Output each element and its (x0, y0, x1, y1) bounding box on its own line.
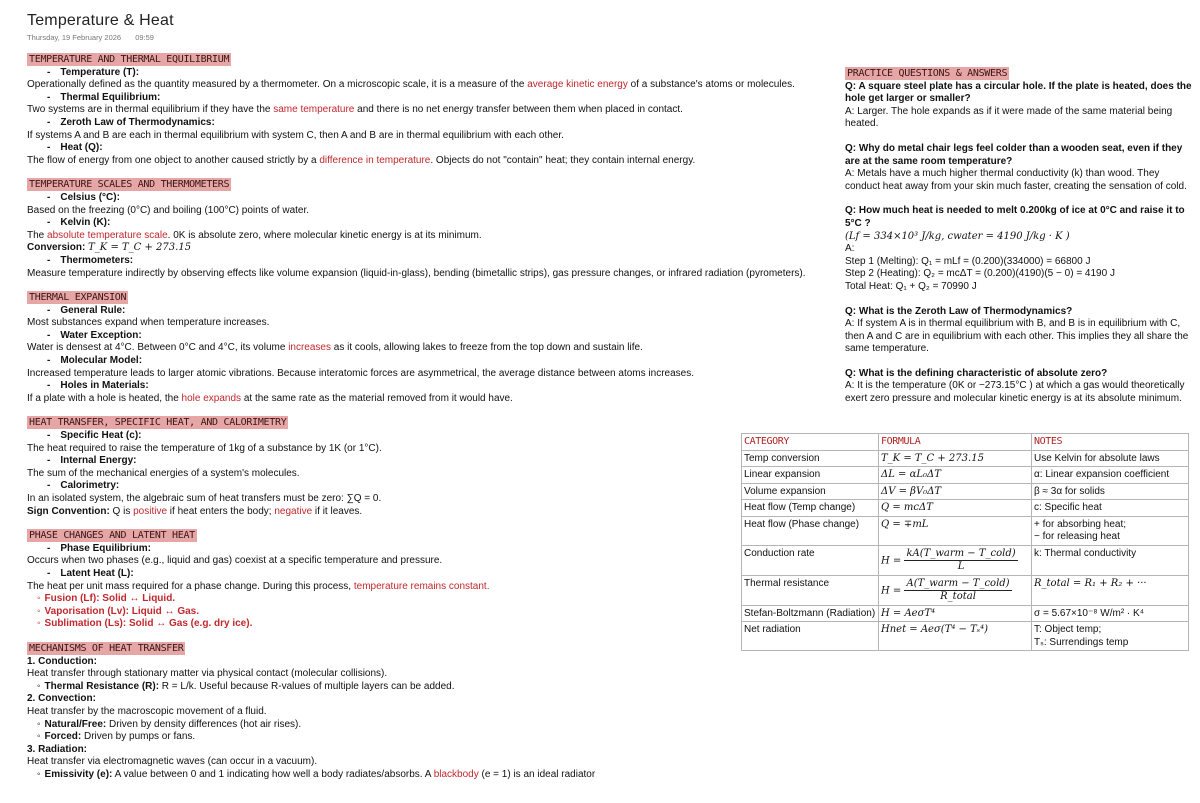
list-item-vaporisation: ◦ Vaporisation (Lv): Liquid ↔ Gas. (27, 606, 807, 619)
table-cell-category: Conduction rate (742, 545, 879, 575)
table-cell-formula (879, 575, 1032, 605)
text-thermal-equilibrium: Two systems are in thermal equilibrium if they have the same temperature and there is no net energy transfer between them when placed in contact. (27, 104, 683, 116)
text-latent-heat: The heat per unit mass required for a phase change. During this process, temperature remains constant. (27, 580, 490, 592)
table-row (742, 545, 1189, 575)
answer-3-step-2: Step 2 (Heating): Q₂ = mcΔT = (0.200)(4190)(5 − 0) = 4190 J (845, 268, 1115, 280)
text-heat: The flow of energy from one object to another caused strictly by a difference in temperature. Objects do not "contain" heat; they contain internal energy. (27, 154, 696, 166)
section-heading-qa: PRACTICE QUESTIONS & ANSWERS (847, 68, 1008, 79)
answer-3-total: Total Heat: Q₁ + Q₂ = 70990 J (845, 280, 977, 292)
answer-4: A: If system A is in thermal equilibrium with B, and B is in equilibrium with C, then A and C are in equilibrium with each other. This implies they all share the same temperature. (845, 318, 1189, 355)
table-header-row (742, 434, 1189, 451)
table-row (742, 500, 1189, 517)
term-latent-heat: - Latent Heat (L): (27, 568, 807, 581)
text-phase-equilibrium: Occurs when two phases (e.g., liquid and gas) coexist at a specific temperature and pressure. (27, 555, 443, 567)
text-sign-convention: Sign Convention: Q is positive if heat enters the body; negative if it leaves. (27, 505, 363, 517)
table-cell-category: Heat flow (Phase change) (742, 516, 879, 545)
text-conversion: Conversion: T_K = T_C + 273.15 (27, 242, 192, 254)
text-specific-heat: The heat required to raise the temperature of 1kg of a substance by 1K (or 1°C). (27, 442, 382, 454)
term-celsius: - Celsius (°C): (27, 192, 807, 205)
section-heading-equilibrium: TEMPERATURE AND THERMAL EQUILIBRIUM (29, 54, 230, 65)
fraction-numerator: kA(T_warm − T_cold) (904, 548, 1017, 562)
table-cell-formula: Q = mcΔT (879, 500, 1032, 517)
table-cell-formula: ΔV = βV₀ΔT (879, 483, 1032, 500)
table-cell-notes: β ≈ 3α for solids (1032, 483, 1189, 500)
question-3-given: (Lf = 334×10³ J/kg, cwater = 4190 J/kg · K ) (845, 230, 1070, 242)
table-cell-notes (1032, 516, 1189, 545)
text-temperature: Operationally defined as the quantity measured by a thermometer. On a microscopic scale, it is a measure of the average kinetic energy of a substance's atoms or molecules. (27, 79, 795, 91)
answer-3: A: (845, 243, 855, 255)
answer-3-step-1: Step 1 (Melting): Q₁ = mLf = (0.200)(334000) = 66800 J (845, 255, 1091, 267)
notes-line: − for releasing heat (1034, 531, 1120, 542)
text-holes: If a plate with a hole is heated, the hole expands at the same rate as the material removed from it would have. (27, 392, 513, 404)
text-internal-energy: The sum of the mechanical energies of a system's molecules. (27, 467, 300, 479)
heading-convection: 2. Convection: (27, 693, 96, 705)
text-zeroth-law: If systems A and B are each in thermal equilibrium with system C, then A and B are in thermal equilibrium with each other. (27, 129, 564, 141)
term-zeroth-law: - Zeroth Law of Thermodynamics: (27, 117, 807, 130)
time-text: 09:59 (135, 33, 154, 42)
answer-5: A: It is the temperature (0K or −273.15°C ) at which a gas would theoretically exert zero pressure and molecular kinetic energy is at its absolute minimum. (845, 380, 1185, 405)
list-item-forced: ◦ Forced: Driven by pumps or fans. (27, 731, 807, 744)
table-cell-category: Stefan-Boltzmann (Radiation) (742, 605, 879, 622)
formula-fraction (904, 578, 1011, 604)
question-2: Q: Why do metal chair legs feel colder than a wooden seat, even if they are at the same room temperature? (845, 142, 1183, 167)
term-thermal-equilibrium: - Thermal Equilibrium: (27, 92, 807, 105)
term-calorimetry: - Calorimetry: (27, 480, 807, 493)
page-title: Temperature & Heat (27, 12, 174, 29)
term-molecular-model: - Molecular Model: (27, 355, 807, 368)
answer-2: A: Metals have a much higher thermal conductivity (k) than wood. They conduct heat away from your skin much faster, creating the sensation of cold. (845, 168, 1187, 192)
term-internal-energy: - Internal Energy: (27, 455, 807, 468)
column-header-category: CATEGORY (742, 434, 879, 451)
table-cell-category: Heat flow (Temp change) (742, 500, 879, 517)
section-heading-mechanisms: MECHANISMS OF HEAT TRANSFER (29, 642, 184, 654)
column-header-notes: NOTES (1032, 434, 1189, 451)
notes-line: T: Object temp; (1034, 624, 1102, 635)
table-row (742, 450, 1189, 467)
table-cell-formula: H = AeσT⁴ (879, 605, 1032, 622)
list-item-emissivity: ◦ Emissivity (e): A value between 0 and 1 indicating how well a body radiates/absorbs. A blackbody (e = 1) is an ideal radiator (27, 769, 807, 782)
term-water-exception: - Water Exception: (27, 330, 807, 343)
section-heading-scales: TEMPERATURE SCALES AND THERMOMETERS (29, 179, 230, 191)
text-molecular-model: Increased temperature leads to larger atomic vibrations. Because interatomic forces are asymmetrical, the average distance between atoms increases. (27, 367, 694, 379)
question-1: Q: A square steel plate has a circular hole. If the plate is heated, does the hole get larger or smaller? (845, 80, 1192, 105)
question-4: Q: What is the Zeroth Law of Thermodynamics? (845, 305, 1073, 317)
heading-conduction: 1. Conduction: (27, 655, 97, 667)
formula-lhs: H = (881, 555, 902, 566)
question-5: Q: What is the defining characteristic of absolute zero? (845, 367, 1108, 379)
term-temperature: - Temperature (T): (27, 67, 807, 80)
column-header-formula: FORMULA (879, 434, 1032, 451)
text-convection: Heat transfer by the macroscopic movement of a fluid. (27, 705, 267, 717)
fraction-numerator: A(T_warm − T_cold) (904, 578, 1011, 592)
table-cell-formula: T_K = T_C + 273.15 (879, 450, 1032, 467)
table-cell-formula: Q = ∓mL (879, 516, 1032, 545)
page-date (27, 33, 154, 42)
table-row (742, 622, 1189, 651)
section-heading-calorimetry: HEAT TRANSFER, SPECIFIC HEAT, AND CALORIMETRY (29, 417, 287, 429)
table-row (742, 483, 1189, 500)
table-cell-category: Temp conversion (742, 450, 879, 467)
heading-radiation: 3. Radiation: (27, 743, 88, 755)
formula-fraction (904, 548, 1017, 574)
table-cell-category: Linear expansion (742, 467, 879, 484)
text-conduction: Heat transfer through stationary matter via physical contact (molecular collisions). (27, 668, 388, 680)
date-text: Thursday, 19 February 2026 (27, 33, 122, 42)
text-kelvin: The absolute temperature scale. 0K is absolute zero, where molecular kinetic energy is at its minimum. (27, 229, 482, 241)
table-cell-notes (1032, 622, 1189, 651)
qa-column (845, 67, 1195, 406)
list-item-sublimation: ◦ Sublimation (Ls): Solid ↔ Gas (e.g. dry ice). (27, 618, 807, 631)
term-heat: - Heat (Q): (27, 142, 807, 155)
term-thermometers: - Thermometers: (27, 255, 807, 268)
list-item-fusion: ◦ Fusion (Lf): Solid ↔ Liquid. (27, 593, 807, 606)
section-heading-phase: PHASE CHANGES AND LATENT HEAT (29, 530, 195, 542)
term-phase-equilibrium: - Phase Equilibrium: (27, 543, 807, 556)
table-row (742, 467, 1189, 484)
term-general-rule: - General Rule: (27, 305, 807, 318)
table-row (742, 605, 1189, 622)
term-kelvin: - Kelvin (K): (27, 217, 807, 230)
text-radiation: Heat transfer via electromagnetic waves (can occur in a vacuum). (27, 756, 318, 768)
table-cell-notes: σ = 5.67×10⁻⁸ W/m² · K⁴ (1032, 605, 1189, 622)
text-celsius: Based on the freezing (0°C) and boiling (100°C) points of water. (27, 204, 310, 216)
table-row (742, 516, 1189, 545)
text-thermometers: Measure temperature indirectly by observing effects like volume expansion (liquid-in-glass), bending (bimetallic strips), gas pressure changes, or infrared radiation (pyrometers). (27, 267, 806, 279)
question-3: Q: How much heat is needed to melt 0.200kg of ice at 0°C and raise it to 5°C ? (845, 205, 1185, 229)
text-water-exception: Water is densest at 4°C. Between 0°C and 4°C, its volume increases as it cools, allowing lakes to freeze from the top down and sustain life. (27, 342, 643, 354)
notes-line: + for absorbing heat; (1034, 518, 1127, 530)
table-cell-category: Net radiation (742, 622, 879, 651)
term-holes: - Holes in Materials: (27, 380, 807, 393)
table-row (742, 575, 1189, 605)
list-item-natural: ◦ Natural/Free: Driven by density differences (hot air rises). (27, 719, 807, 732)
text-general-rule: Most substances expand when temperature increases. (27, 317, 270, 329)
notes-left-column (27, 53, 807, 781)
table-cell-category: Thermal resistance (742, 575, 879, 605)
table-cell-notes: R_total = R₁ + R₂ + ··· (1032, 575, 1189, 605)
table-cell-notes: c: Specific heat (1032, 500, 1189, 517)
list-item-thermal-resistance: ◦ Thermal Resistance (R): R = L/k. Useful because R-values of multiple layers can be added. (27, 681, 807, 694)
table-cell-category: Volume expansion (742, 483, 879, 500)
section-heading-expansion: THERMAL EXPANSION (29, 292, 127, 304)
formula-table (741, 433, 1189, 651)
fraction-denominator: L (957, 561, 965, 572)
formula-lhs: H = (881, 585, 902, 596)
text-calorimetry: In an isolated system, the algebraic sum of heat transfers must be zero: ∑Q = 0. (27, 493, 382, 504)
table-cell-formula: ΔL = αL₀ΔT (879, 467, 1032, 484)
table-cell-notes: Use Kelvin for absolute laws (1032, 450, 1189, 467)
table-cell-formula (879, 545, 1032, 575)
table-cell-notes: k: Thermal conductivity (1032, 545, 1189, 575)
table-cell-notes: α: Linear expansion coefficient (1032, 467, 1189, 484)
fraction-denominator: R_total (940, 591, 976, 602)
notes-line: Tₛ: Surrendings temp (1034, 636, 1129, 648)
answer-1: A: Larger. The hole expands as if it were made of the same material being heated. (845, 105, 1173, 130)
table-cell-formula: Hnet = Aeσ(T⁴ − Tₛ⁴) (879, 622, 1032, 651)
term-specific-heat: - Specific Heat (c): (27, 430, 807, 443)
